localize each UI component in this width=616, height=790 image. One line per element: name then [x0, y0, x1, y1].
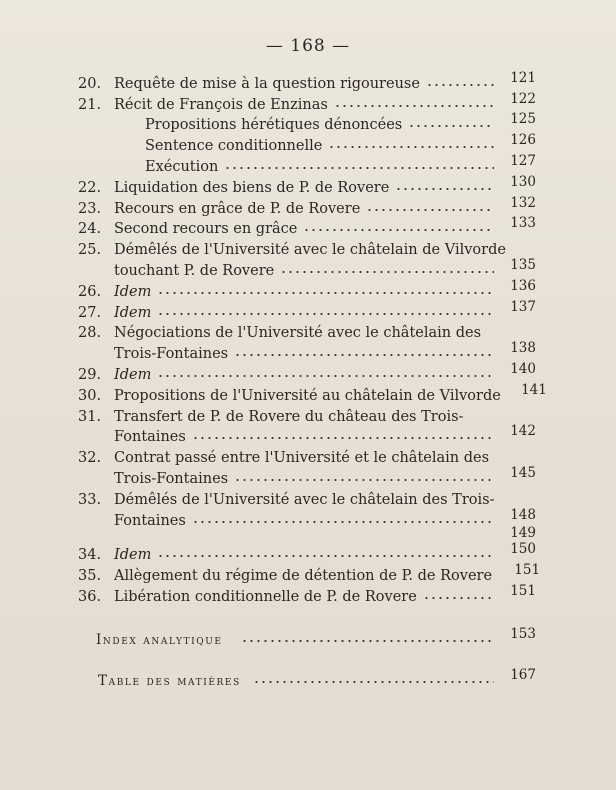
- table-title: Table des matières: [98, 672, 241, 689]
- entry-number: 28.: [78, 325, 102, 342]
- toc-entry-continuation: [78, 256, 536, 280]
- toc-subentry: [78, 152, 536, 176]
- entry-number: 36.: [78, 588, 102, 605]
- entry-number: 21.: [78, 96, 102, 113]
- dot-leader: [280, 267, 494, 277]
- entry-page: 130: [510, 173, 536, 190]
- toc-entry: [78, 90, 536, 114]
- entry-number: 23.: [78, 200, 102, 217]
- entry-number: 22.: [78, 179, 102, 196]
- entry-title: Idem: [114, 304, 152, 321]
- entry-title-continuation: Fontaines: [114, 429, 186, 446]
- subentry-title: Exécution: [145, 158, 219, 175]
- entry-page: 133: [510, 215, 536, 232]
- toc-entry: [78, 488, 536, 509]
- dot-leader: [408, 121, 494, 131]
- entry-title: Recours en grâce de P. de Rovere: [114, 200, 361, 217]
- dot-leader: [192, 517, 494, 527]
- dot-leader: [334, 101, 494, 111]
- entry-page: 151: [510, 582, 536, 599]
- entry-title: Liquidation des biens de P. de Rovere: [114, 179, 390, 196]
- entry-page: 135: [510, 256, 536, 273]
- toc-subentry: [78, 111, 536, 135]
- entry-title: Idem: [114, 547, 152, 564]
- entry-number: 32.: [78, 450, 102, 467]
- dot-leader: [241, 636, 494, 646]
- entry-page: 145: [510, 464, 536, 481]
- entry-title: Démêlés de l'Université avec le châtelain de Vilvorde: [114, 242, 506, 259]
- entry-number: 31.: [78, 408, 102, 425]
- toc-entry: [78, 405, 536, 426]
- entry-number: 30.: [78, 387, 102, 404]
- entry-page: 136: [510, 277, 536, 294]
- dot-leader: [157, 309, 494, 319]
- entry-title: Propositions de l'Université au châtelain de Vilvorde: [114, 387, 501, 404]
- index-title: Index analytique: [96, 631, 223, 648]
- entry-title-continuation: Trois-Fontaines: [114, 346, 229, 363]
- entry-number: 26.: [78, 283, 102, 300]
- toc-entry: [78, 446, 536, 467]
- dot-leader: [253, 677, 494, 687]
- dot-leader: [157, 551, 494, 561]
- table-of-contents: [78, 69, 547, 690]
- toc-entry: [78, 215, 536, 239]
- dot-leader: [192, 433, 494, 443]
- entry-title: Allègement du régime de détention de P. de Rovere: [114, 568, 493, 585]
- entry-page: 137: [510, 298, 536, 315]
- entry-title: Idem: [114, 283, 152, 300]
- entry-title: Transfert de P. de Rovere du château des Trois-: [114, 408, 464, 425]
- entry-page: 150: [510, 541, 536, 558]
- entry-number: 35.: [78, 568, 102, 585]
- entry-page: 149: [510, 524, 536, 541]
- entry-number: 27.: [78, 304, 102, 321]
- toc-entry: [78, 69, 536, 93]
- toc-subentry: [78, 134, 536, 155]
- dot-leader: [423, 593, 494, 603]
- entry-title: Libération conditionnelle de P. de Rovere: [114, 588, 417, 605]
- toc-entry: [78, 562, 541, 585]
- entry-page: 132: [510, 194, 536, 211]
- toc-entry: [78, 277, 536, 301]
- toc-entry: [78, 381, 547, 405]
- entry-number: 34.: [78, 547, 102, 564]
- dot-leader: [234, 475, 494, 485]
- toc-table: [78, 666, 536, 690]
- page-number: — 168 —: [265, 36, 351, 56]
- entry-number: 24.: [78, 221, 102, 238]
- entry-title: Idem: [114, 366, 152, 383]
- toc-entry: [78, 194, 536, 218]
- toc-index: [78, 625, 536, 649]
- toc-entry: [78, 360, 536, 384]
- entry-page: 151: [514, 562, 541, 579]
- entry-title: Négociations de l'Université avec le châtelain des: [114, 325, 482, 342]
- entry-page: 122: [510, 90, 536, 107]
- table-page: 167: [510, 666, 536, 683]
- entry-page: 141: [521, 381, 547, 398]
- entry-number: 20.: [78, 75, 102, 92]
- dot-leader: [395, 184, 494, 194]
- toc-entry-continuation: [78, 423, 536, 447]
- subentry-title: Propositions hérétiques dénoncées: [145, 117, 403, 134]
- entry-title: Récit de François de Enzinas: [114, 96, 328, 113]
- entry-title-continuation: Trois-Fontaines: [114, 470, 229, 487]
- entry-page: 126: [510, 132, 536, 149]
- entry-title: Requête de mise à la question rigoureuse: [114, 75, 420, 92]
- dot-leader: [157, 371, 494, 381]
- entry-page: 121: [510, 69, 536, 86]
- entry-page: 140: [510, 360, 536, 377]
- index-page: 153: [510, 625, 536, 642]
- toc-entry: [78, 173, 536, 197]
- toc-entry: [78, 322, 536, 343]
- entry-number: 25.: [78, 242, 102, 259]
- entry-page: 127: [510, 152, 536, 169]
- entry-title-continuation: touchant P. de Rovere: [114, 262, 275, 279]
- dot-leader: [426, 80, 494, 90]
- toc-entry: [78, 238, 536, 259]
- entry-page: 125: [510, 111, 536, 128]
- dot-leader: [224, 163, 494, 173]
- dot-leader: [157, 288, 494, 298]
- entry-number: 29.: [78, 366, 102, 383]
- dot-leader: [303, 225, 494, 235]
- toc-entry-continuation: [78, 506, 536, 530]
- entry-number: 33.: [78, 491, 102, 508]
- toc-entry-continuation: [78, 342, 536, 363]
- dot-leader: [234, 350, 494, 360]
- toc-entry: [78, 541, 536, 565]
- toc-page-only: [78, 524, 536, 544]
- entry-title: Second recours en grâce: [114, 221, 298, 238]
- toc-entry: [78, 582, 536, 606]
- subentry-title: Sentence conditionnelle: [145, 138, 323, 155]
- dot-leader: [328, 142, 494, 152]
- entry-title: Contrat passé entre l'Université et le châtelain des: [114, 450, 490, 467]
- entry-title: Démêlés de l'Université avec le châtelain des Trois-: [114, 491, 495, 508]
- entry-page: 138: [510, 340, 536, 357]
- toc-entry: [78, 298, 536, 322]
- entry-page: 148: [510, 506, 536, 523]
- entry-title-continuation: Fontaines: [114, 512, 186, 529]
- dot-leader: [366, 205, 494, 215]
- toc-entry-continuation: [78, 464, 536, 488]
- entry-page: 142: [510, 423, 536, 440]
